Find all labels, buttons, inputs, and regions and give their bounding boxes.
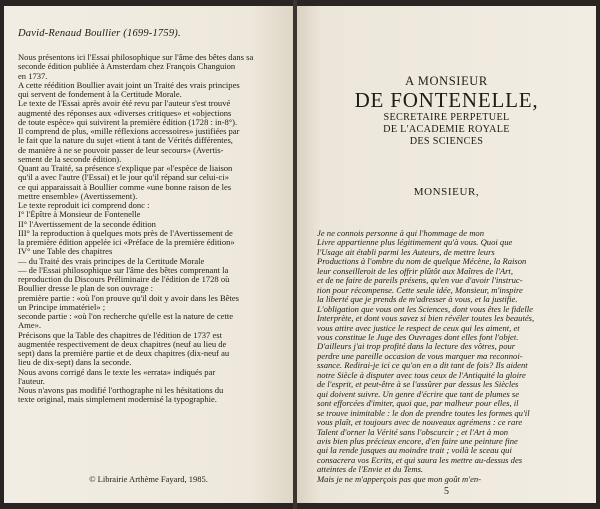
text-line: sement de la seconde édition).: [18, 154, 122, 164]
text-line: seconde édition publiée à Amsterdam chez François Changuion: [18, 62, 236, 72]
text-line: Boullier dresse le plan de son ouvrage :: [18, 284, 154, 294]
text-line: Nous présentons ici l'Essai philosophique sur l'âme des bêtes dans sa: [18, 53, 254, 62]
dedication-title-line: DES SCIENCES: [409, 136, 484, 147]
text-line: qui doivent suivre. Un genre d'écrire que tant de plumes se: [317, 389, 520, 399]
text-line: A cette réédition Boullier avait joint un Traité des vrais principes: [18, 80, 240, 90]
page-number: 5: [444, 486, 449, 497]
dedication-titles: [297, 112, 596, 148]
text-line: un Principe immatériel» ;: [18, 302, 106, 312]
text-line: en 1737.: [18, 71, 48, 81]
text-line: et de ne faire de pareils présens, qu'en vue d'avoir l'instruc-: [317, 276, 523, 286]
text-line: ce qui apparaissait à Boullier comme «une bonne raison de les: [18, 182, 232, 192]
text-line: l'auteur.: [18, 376, 45, 386]
text-line: se trouve inimitable : le don de prendre toutes les formes qu'il: [317, 408, 530, 418]
text-line: de toute espèce» qui suivirent la première édition (1728 : in-8°).: [18, 117, 238, 127]
running-head: David-Renaud Boullier (1699-1759).: [18, 28, 181, 39]
text-line: l'Usage ait établi parmi les Auteurs, de mettre leurs: [317, 247, 495, 257]
text-line: sont efforcées d'imiter, quoi que, par malheur pour elles, il: [317, 399, 519, 409]
text-line: Il comprend de plus, «mille réflexions accessoires» justifiées par: [18, 127, 240, 136]
dedication-title-line: SECRETAIRE PERPETUEL: [383, 112, 510, 123]
text-line: Ame».: [18, 321, 42, 331]
text-line: IV° une Table des chapitres: [18, 247, 113, 257]
text-line: texte original, mais simplement modernisé la typographie.: [18, 395, 217, 405]
text-line: lieu de dix-sept) dans la seconde.: [18, 358, 132, 368]
text-line: Le texte reproduit ici comprend donc :: [18, 201, 150, 210]
text-line: qui la rende jusques au moindre trait ; voilà le sceau qui: [317, 446, 512, 456]
text-line: Je ne connois personne à qui l'hommage de mon: [317, 229, 484, 238]
text-line: vous attire avec justice le respect de ceux qui les aiment, et: [317, 323, 520, 333]
text-line: I° l'Épître à Monsieur de Fontenelle: [18, 210, 141, 220]
text-line: reproduction du Discours Préliminaire de l'édition de 1728 où: [18, 275, 230, 284]
text-line: perdre une pareille occasion de vous marquer ma reconnoi-: [317, 351, 523, 361]
text-line: seconde partie : «où l'on recherche qu'elle est la nature de cette: [18, 312, 233, 321]
text-line: Précisons que la Table des chapitres de l'édition de 1737 est: [18, 330, 222, 340]
dedication-name: DE FONTENELLE,: [354, 88, 539, 112]
text-line: D'ailleurs j'ai trop profité dans la lecture des vôtres, pour: [317, 342, 516, 352]
left-page: [4, 6, 293, 503]
text-line: — du Traité des vrais principes de la Certitude Morale: [18, 256, 205, 266]
text-line: la liberté que je prends de m'adresser à vous, et la justifie.: [317, 295, 518, 305]
text-line: consacrera vos Ecrits, et qui saura les mettre au-dessus des: [317, 455, 523, 465]
text-line: Livre appartienne plus légitimement qu'à vous. Quoi que: [317, 238, 513, 248]
text-line: Interprète, et dont vous savez si bien révéler toutes les beautés,: [317, 314, 535, 324]
text-line: II° l'Avertissement de la seconde édition: [18, 219, 156, 229]
text-line: Mais je ne m'apperçois pas que mon goût m'en-: [317, 474, 482, 484]
text-line: la première édition appelée ici «Préface de la première édition»: [18, 238, 235, 247]
text-line: augmenté des réponses aux «diverses critiques» et «objections: [18, 108, 232, 118]
text-line: Nous avons corrigé dans le texte les «errata» indiqués par: [18, 367, 216, 377]
text-line: sept) dans la première partie et de deux chapitres (dix-neuf au: [18, 349, 230, 358]
text-line: qu'il a avec l'autre (l'Essai) et le jour qu'il répand sur celui-ci»: [18, 173, 229, 183]
text-line: Productions à l'ombre du nom de quelque Mécène, la Raison: [317, 257, 527, 267]
text-line: Talent d'orner la Vérité sans l'obscurcir ; et l'Art à mon: [317, 427, 509, 437]
text-line: Quant au Traité, sa présence s'explique par «l'espèce de liaison: [18, 164, 233, 173]
text-line: mettre ensemble» (Avertissement).: [18, 191, 138, 201]
text-line: III° la reproduction à quelques mots près de l'Avertissement de: [18, 228, 233, 238]
salutation: MONSIEUR,: [413, 186, 480, 198]
text-line: de manière à ne se pouvoir passer de leur secours» (Avertis-: [18, 145, 224, 155]
text-line: atteintes de l'Envie et du Tems.: [317, 465, 424, 475]
text-line: première partie : «où l'on prouve qu'il doit y avoir dans les Bêtes: [18, 293, 239, 303]
copyright-notice: © Librairie Arthème Fayard, 1985.: [89, 474, 208, 484]
text-line: notre Siècle à disputer avec tous ceux de l'Antiquité la gloire: [317, 370, 526, 380]
text-line: augmentée respectivement de deux chapitres (neuf au lieu de: [18, 339, 227, 349]
dedication-addressee-prefix: A MONSIEUR: [405, 74, 488, 88]
text-line: vous constitue le Juge des Ouvrages dont elles font l'objet.: [317, 332, 519, 342]
text-line: vous plaît, et toujours avec de nouveaux agrémens : ce rare: [317, 418, 523, 428]
text-line: Nous n'avons pas modifié l'orthographe ni les hésitations du: [18, 386, 224, 395]
text-line: — de l'Essai philosophique sur l'âme des bêtes comprenant la: [18, 265, 229, 275]
text-line: le fait que la nature du sujet «tient à tant de Vérités différentes,: [18, 136, 233, 146]
text-line: qui servent de fondement à la Certitude Morale.: [18, 90, 182, 99]
right-page-body: [317, 229, 583, 484]
left-page-body: [18, 53, 286, 405]
text-line: Le texte de l'Essai après avoir été revu par l'auteur s'est trouvé: [18, 99, 231, 109]
text-line: ssance. Redirai-je ici ce qu'on en a dit tant de fois? Ils aident: [317, 361, 528, 371]
dedication-title-line: DE L'ACADEMIE ROYALE: [383, 124, 510, 135]
text-line: leur conseilleroit de les offrir plûtôt aux Maîtres de l'Art,: [317, 266, 513, 276]
right-page: [297, 6, 596, 503]
text-line: de l'esprit, et peut-être à se l'assûrer par dessus les Siècles: [317, 380, 519, 390]
text-line: avis bien plus précieux encore, d'en faire une peinture fine: [317, 436, 518, 446]
text-line: tion pour récompense. Cette seule idée, Monsieur, m'inspire: [317, 285, 523, 295]
text-line: L'obligation que vous ont les Sciences, dont vous êtes le fidelle: [317, 304, 533, 314]
